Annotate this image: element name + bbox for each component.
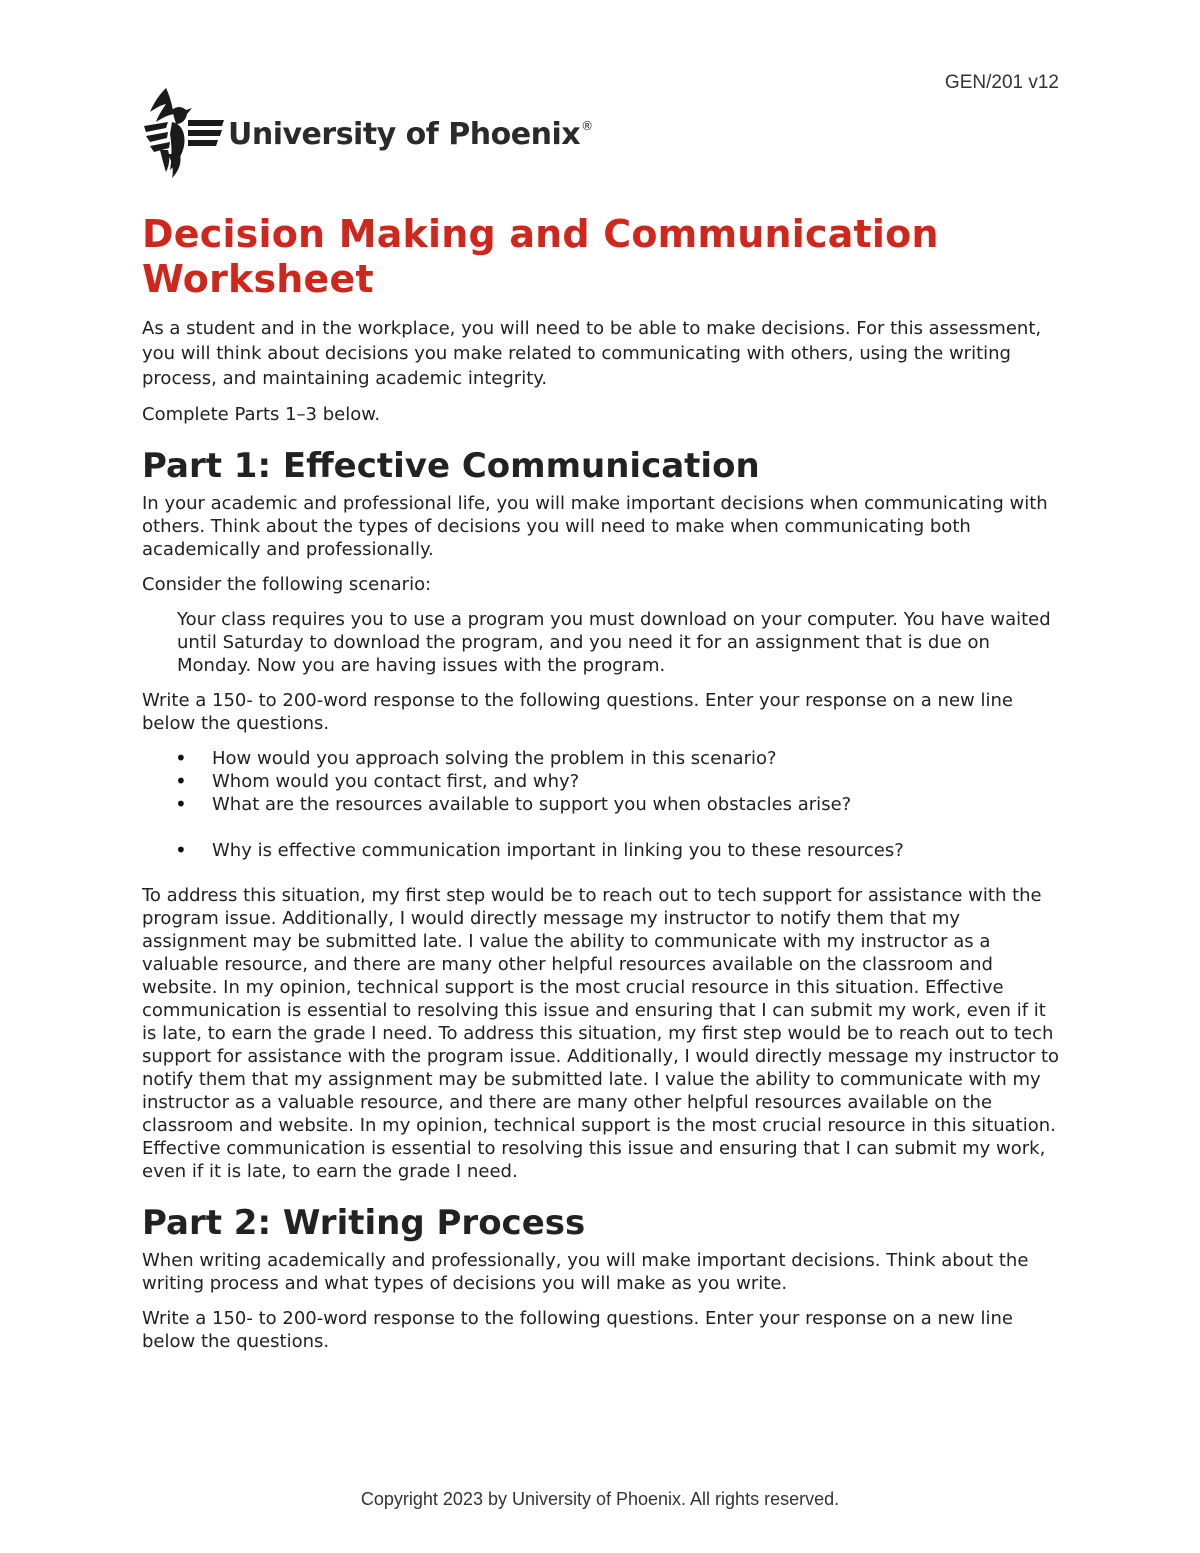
- list-item: • What are the resources available to support you when obstacles arise?: [142, 793, 1060, 816]
- document-body: [142, 212, 1060, 1353]
- part2-prompt: Write a 150- to 200-word response to the following questions. Enter your response on a new line below the questions.: [142, 1308, 1013, 1352]
- course-code: GEN/201 v12: [944, 72, 1059, 93]
- instructions: Complete Parts 1–3 below.: [142, 404, 381, 425]
- part2-heading: Part 2: Writing Process: [142, 1203, 586, 1243]
- list-item: • How would you approach solving the problem in this scenario?: [142, 747, 1060, 770]
- part1-paragraph: In your academic and professional life, you will make important decisions when communicating with others. Think about the types of decisions you will need to make when communicating both academically and professionally.: [142, 493, 1048, 560]
- logo-text: University of Phoenix®: [228, 116, 593, 152]
- intro-paragraph: As a student and in the workplace, you will need to be able to make decisions. For this assessment, you will think about decisions you make related to communicating with others, using the writing process, and maintaining academic integrity.: [142, 318, 1042, 389]
- university-logo: [142, 84, 593, 180]
- list-item: • Whom would you contact first, and why?: [142, 770, 1060, 793]
- part2-paragraph: When writing academically and professionally, you will make important decisions. Think about the writing process and what types of decisions you will make as you write.: [142, 1250, 1029, 1294]
- part1-response[interactable]: To address this situation, my first step would be to reach out to tech support for assistance with the program issue. Additionally, I would directly message my instructor to notify them that my assignment may be submitted late. I value the ability to communicate with my instructor as a valuable resource, and there are many other helpful resources available on the classroom and website. In my opinion, technical support is the most crucial resource in this situation. Effective communication is essential to resolving this issue and ensuring that I can submit my work, even if it is late, to earn the grade I need. To address this situation, my first step would be to reach out to tech support for assistance with the program issue. Additionally, I would directly message my instructor to notify them that my assignment may be submitted late. I value the ability to communicate with my instructor as a valuable resource, and there are many other helpful resources available on the classroom and website. In my opinion, technical support is the most crucial resource in this situation. Effective communication is essential to resolving this issue and ensuring that I can submit my work, even if it is late, to earn the grade I need.: [142, 885, 1060, 1182]
- scenario-text: Your class requires you to use a program you must download on your computer. You have waited until Saturday to download the program, and you need it for an assignment that is due on Monday. Now you are having issues with the program.: [177, 609, 1051, 676]
- copyright-footer: Copyright 2023 by University of Phoenix. All rights reserved.: [360, 1489, 840, 1509]
- phoenix-bird-icon: [142, 84, 224, 180]
- document-title: Decision Making and Communication Worksheet: [142, 212, 939, 301]
- scenario-label: Consider the following scenario:: [142, 574, 432, 595]
- list-item: • Why is effective communication important in linking you to these resources?: [142, 839, 1060, 862]
- part1-prompt: Write a 150- to 200-word response to the following questions. Enter your response on a new line below the questions.: [142, 690, 1013, 734]
- part1-questions: [142, 747, 1060, 862]
- part1-heading: Part 1: Effective Communication: [142, 446, 760, 486]
- registered-mark: ®: [581, 118, 593, 133]
